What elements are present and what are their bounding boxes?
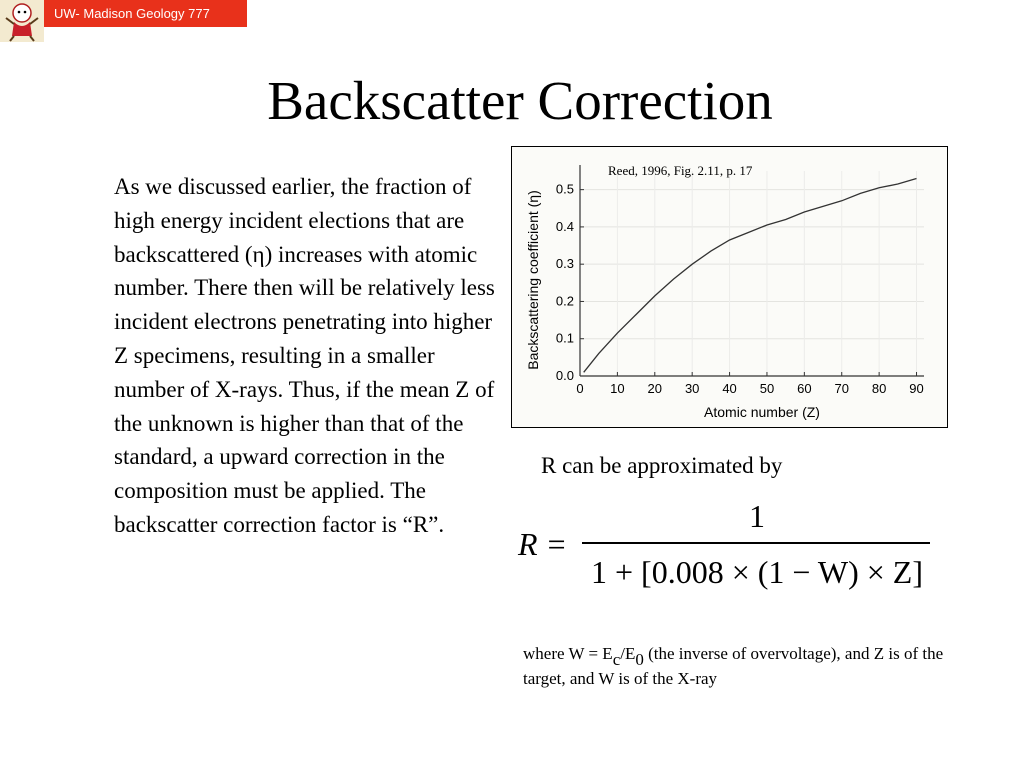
x-tick-label-3: 30 bbox=[684, 381, 700, 396]
x-tick-label-4: 40 bbox=[722, 381, 737, 396]
chart-annotation: Reed, 1996, Fig. 2.11, p. 17 bbox=[608, 163, 753, 178]
badger-logo bbox=[0, 0, 44, 42]
note-part-3: (the inverse of overvoltage), and Z is of the target, and W is of the X-ray bbox=[523, 644, 944, 688]
x-tick-label-9: 90 bbox=[909, 381, 924, 396]
x-tick-label-8: 80 bbox=[871, 381, 887, 396]
note-part-2: /E bbox=[620, 644, 636, 663]
y-tick-label-2: 0.2 bbox=[555, 293, 574, 309]
y-tick-label-0: 0.0 bbox=[555, 368, 574, 383]
x-tick-label-2: 20 bbox=[647, 381, 663, 396]
x-tick-label-0: 0 bbox=[576, 381, 584, 396]
formula-note bbox=[523, 641, 963, 691]
course-banner: UW- Madison Geology 777 bbox=[44, 0, 247, 27]
r-formula bbox=[512, 498, 952, 608]
chart-y-axis-label: Backscattering coefficient (η) bbox=[525, 190, 541, 370]
backscatter-chart bbox=[511, 146, 948, 428]
approximation-label: R can be approximated by bbox=[541, 453, 783, 478]
fraction-bar bbox=[582, 542, 930, 544]
note-subscript-c: c bbox=[612, 650, 621, 669]
note-part-1: where W = E bbox=[523, 644, 613, 663]
chart-svg bbox=[512, 147, 949, 429]
x-tick-label-6: 60 bbox=[797, 381, 812, 396]
formula-denominator: 1 + [0.008 × (1 − W) × Z] bbox=[591, 554, 923, 590]
formula-lhs: R = bbox=[518, 526, 568, 562]
slide-title: Backscatter Correction bbox=[267, 70, 773, 131]
x-tick-label-7: 70 bbox=[834, 381, 849, 396]
y-tick-label-4: 0.4 bbox=[555, 218, 574, 234]
y-tick-label-3: 0.3 bbox=[555, 256, 574, 272]
y-tick-label-1: 0.1 bbox=[555, 330, 574, 346]
chart-x-axis-label: Atomic number (Z) bbox=[704, 404, 820, 420]
formula-numerator: 1 bbox=[749, 498, 765, 534]
x-tick-label-1: 10 bbox=[610, 381, 625, 396]
body-paragraph: As we discussed earlier, the fraction of high energy incident elections that are backscattered (η) increases with atomic number. There then will be relatively less incident electrons penetrating into higher Z specimens, resulting in a smaller number of X-rays. Thus, if the mean Z of the unknown is higher than that of the standard, a upward correction in the composition must be applied. The backscatter correction factor is “R”. bbox=[114, 174, 495, 537]
series-line-0 bbox=[584, 179, 917, 373]
y-tick-label-5: 0.5 bbox=[555, 181, 574, 197]
note-subscript-0: 0 bbox=[635, 650, 644, 669]
x-tick-label-5: 50 bbox=[759, 381, 775, 396]
badger-mascot-icon bbox=[0, 0, 44, 42]
